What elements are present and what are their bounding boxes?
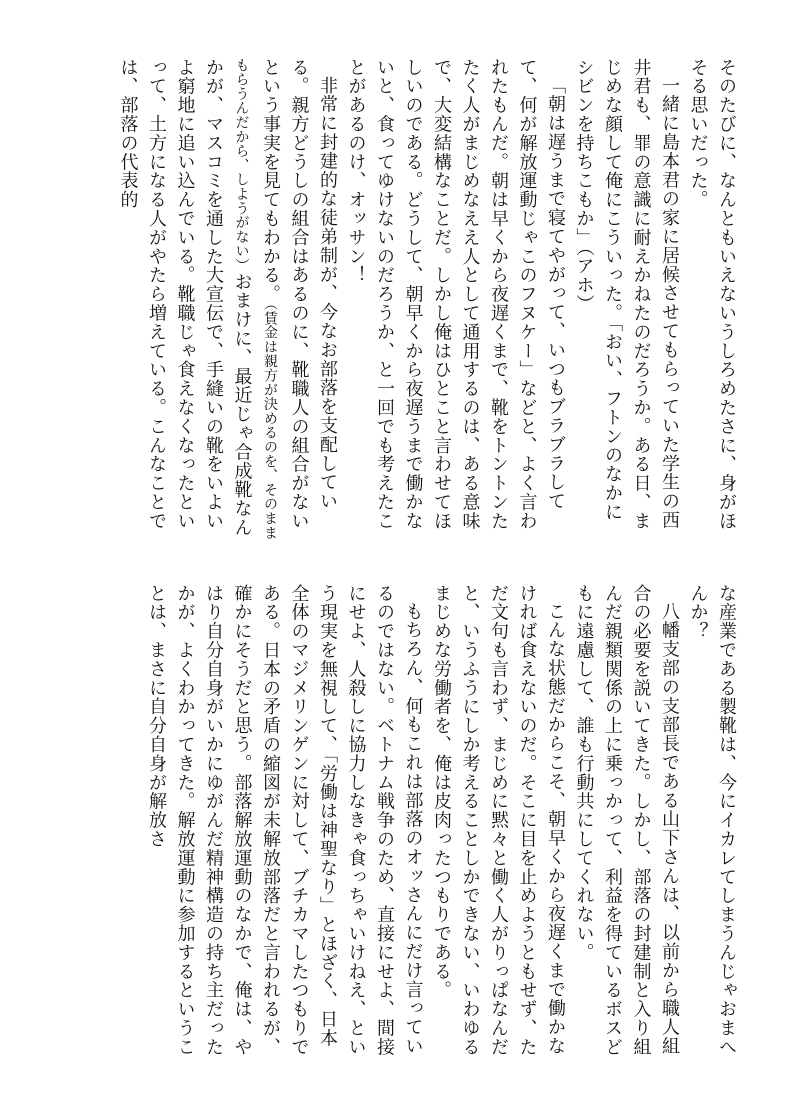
paragraph [142, 584, 427, 1064]
paragraph-text: こんな状態だからこそ、朝早くから夜遅くまで働かなければ食えないのだ。そこに目を止めようともせず、ただ文句も言わず、まじめに黙々と働く人がりっぱなんだと、いうふうにしか考えることしかできない、いわゆるまじめな労働者を、俺は皮肉ったつもりである。 [431, 584, 566, 1057]
text-column-bottom [55, 584, 740, 1064]
paragraph-text: おまけに、最近じゃ合成靴なんかが、マスコミを通した大宣伝で、手縫いの靴をいよいよ窮地に追い込んでいる。靴職じゃ食えなくなったといって、土方になる人がやたら増えている。こんなことでは、部落の代表的 [117, 58, 253, 538]
parenthetical-note: （賃金は親方が決めるのを、そのままもらうんだから、しようがない） [233, 58, 278, 540]
paragraph [683, 58, 740, 540]
paragraph-text: もちろん、何もこれは部落のオッさんにだけ言っているのではない。ベトナム戦争のため、直接にせよ、間接にせよ、人殺しに協力しなきゃ食っちゃいけねえ、という現実を無視して、「労働は神聖なり」とほざく、日本全体のマジメリンゲンに対して、ブチカマしたつもりである。日本の矛盾の縮図が未解放部落だと言われるが、確かにそうだと思う。部落解放運動のなかで、俺は、やはり自分自身がいかにゆがんだ精神構造の持ち主だったかが、よくわかってきた。解放運動に参加するということは、まさに自分自身が解放さ [146, 584, 424, 1057]
paragraph [683, 584, 740, 1064]
paragraph-text: そのたびに、なんともいえないうしろめたさに、身がほそる思いだった。 [687, 58, 737, 531]
text-column-top [55, 58, 740, 540]
paragraph [569, 584, 683, 1064]
paragraph-text: 「朝は遅うまで寝てやがって、いつもブラブラしてて、何が解放運動じゃこのフヌケー」などと、よく言われたもんだ。朝は早くから夜遅くまで、靴をトントンたたく人がまじめなええ人として通用するのは、ある意味で、大変結構なことだ。しかし俺はひとこと言わせてほしいのである。どうして、朝早くから夜遅うまで働かないと、食ってゆけないのだろうか、と一回でも考えたことがあるのけ、オッサン！ [345, 58, 566, 531]
paragraph [427, 584, 570, 1064]
paragraph-text: 八幡支部の支部長である山下さんは、以前から職人組合の必要を説いてきた。しかし、部落の封建制と入り組んだ親類関係の上に乗っかって、利益を得ているボスどもに遠慮して、誰も行動共にしてくれない。 [573, 584, 680, 1057]
paragraph-text: 一緒に島本君の家に居候させてもらっていた学生の西井君も、罪の意識に耐えかねたのだろうか。ある日、まじめな顔して俺にこういった。「おい、フトンのなかにシビンを持ちこもか」（アホ） [573, 58, 680, 531]
paragraph-text: な産業である製靴は、今にイカレてしまうんじゃおまへんか？ [687, 584, 737, 1057]
paragraph [113, 58, 341, 540]
paragraph [569, 58, 683, 540]
paragraph [341, 58, 569, 540]
paragraph-text: 非常に封建的な徒弟制が、今なお部落を支配している。親方どうしの組合はあるのに、靴職人の組合がないという事実を見てもわかる。 [260, 58, 338, 531]
